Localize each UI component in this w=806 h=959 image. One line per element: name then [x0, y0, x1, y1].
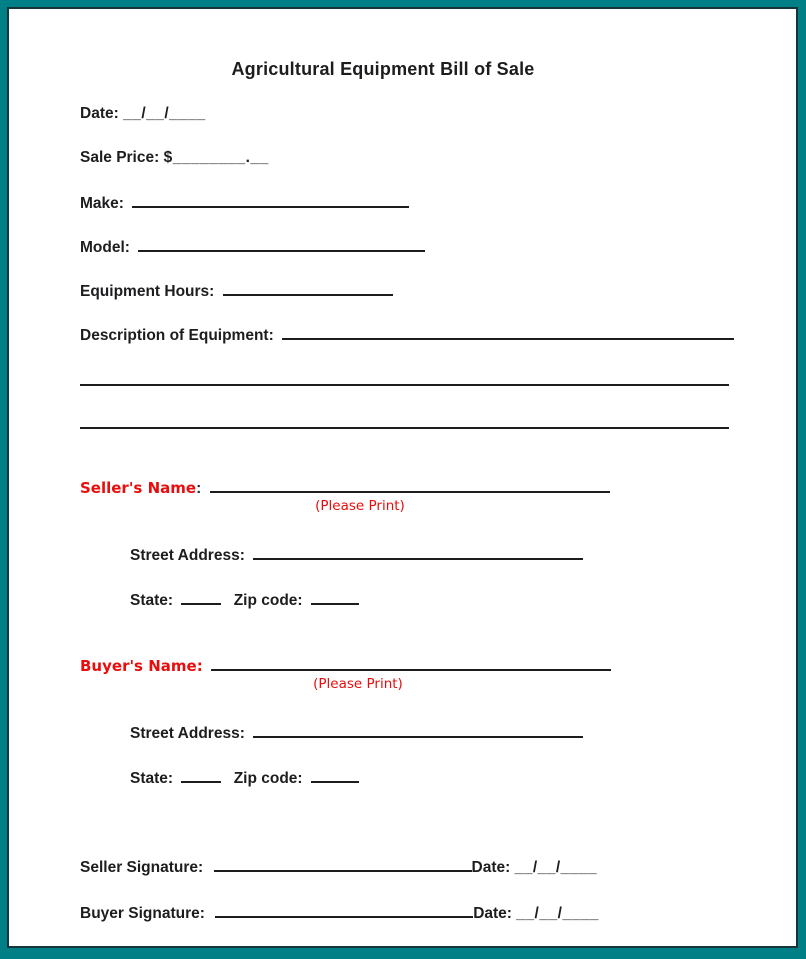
- document-title: Agricultural Equipment Bill of Sale: [231, 59, 535, 79]
- field-date: [80, 104, 206, 124]
- description-continuation-line-2: [80, 427, 729, 429]
- buyer-zip-blank-line: [311, 767, 359, 783]
- buyer-signature-blank-line: [215, 902, 473, 918]
- seller-state-zip-row: [130, 589, 359, 611]
- seller-signature-label: Seller Signature:: [80, 859, 204, 876]
- equipment-hours-label: Equipment Hours:: [80, 283, 215, 300]
- seller-signature-date-blank: __/__/____: [514, 859, 598, 876]
- buyer-name-row: [80, 655, 611, 677]
- seller-signature-blank-line: [214, 856, 472, 872]
- buyer-state-blank-line: [181, 767, 221, 783]
- buyer-state-zip-row: [130, 767, 359, 789]
- buyer-signature-date-label: Date:: [473, 905, 512, 922]
- buyer-street-row: [130, 722, 583, 744]
- model-blank-line: [138, 236, 425, 252]
- buyer-name-label: Buyer's Name: [80, 657, 197, 675]
- field-model: [80, 236, 425, 258]
- buyer-signature-label: Buyer Signature:: [80, 905, 205, 922]
- equipment-hours-blank-line: [223, 280, 393, 296]
- seller-name-colon: :: [196, 480, 202, 497]
- make-label: Make:: [80, 195, 124, 212]
- seller-signature-row: [80, 856, 597, 878]
- buyer-signature-date-blank: __/__/____: [516, 905, 599, 922]
- field-make: [80, 192, 409, 214]
- seller-state-label: State:: [130, 592, 174, 609]
- buyer-state-label: State:: [130, 770, 174, 787]
- field-equipment-hours: [80, 280, 393, 302]
- date-label: Date:: [80, 105, 119, 122]
- seller-signature-date-label: Date:: [471, 859, 511, 876]
- seller-street-label: Street Address:: [130, 547, 245, 564]
- make-blank-line: [132, 192, 409, 208]
- seller-please-print: (Please Print): [315, 498, 405, 514]
- buyer-please-print: (Please Print): [313, 676, 403, 692]
- buyer-street-label: Street Address:: [130, 725, 245, 742]
- date-blank: __/__/____: [123, 105, 206, 122]
- buyer-name-blank-line: [211, 655, 611, 671]
- seller-name-row: [80, 477, 610, 499]
- seller-name-blank-line: [210, 477, 610, 493]
- description-label: Description of Equipment:: [80, 327, 274, 344]
- seller-street-row: [130, 544, 583, 566]
- model-label: Model:: [80, 239, 130, 256]
- seller-name-label: Seller's Name: [80, 479, 197, 497]
- seller-street-blank-line: [253, 544, 583, 560]
- seller-state-blank-line: [181, 589, 221, 605]
- sale-price-blank: $________.__: [163, 149, 269, 166]
- seller-zip-blank-line: [311, 589, 359, 605]
- buyer-zip-label: Zip code:: [233, 770, 303, 787]
- buyer-street-blank-line: [253, 722, 583, 738]
- sale-price-label: Sale Price:: [80, 149, 160, 166]
- field-sale-price: [80, 148, 269, 168]
- buyer-name-colon: :: [196, 657, 203, 675]
- description-blank-line: [282, 324, 734, 340]
- seller-zip-label: Zip code:: [233, 592, 303, 609]
- buyer-signature-row: [80, 902, 599, 924]
- field-description: [80, 324, 734, 346]
- description-continuation-line-1: [80, 384, 729, 386]
